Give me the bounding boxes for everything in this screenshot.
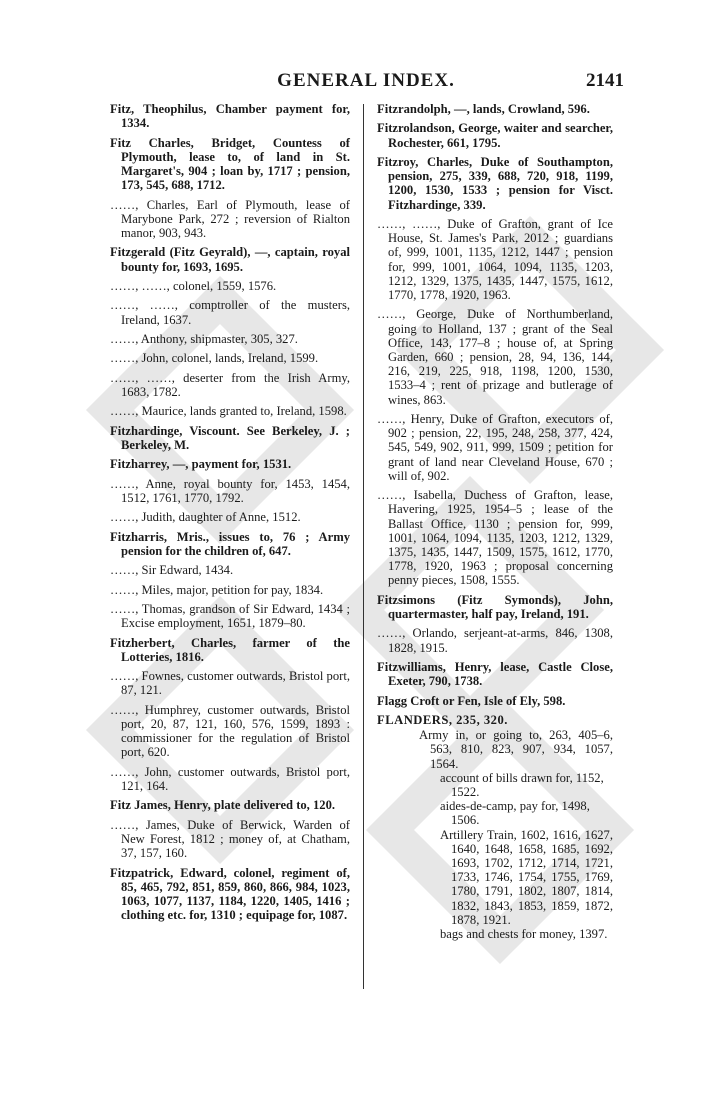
index-subentry: bags and chests for money, 1397.	[440, 927, 608, 942]
page-title: GENERAL INDEX.	[277, 70, 455, 91]
index-entry: ……, Anthony, shipmaster, 305, 327.	[110, 331, 298, 346]
index-entry: ……, ……, colonel, 1559, 1576.	[110, 278, 277, 293]
index-entry: Fitzherbert, Charles, farmer of the Lotteries, 1816.	[110, 635, 350, 664]
index-entry: ……, Judith, daughter of Anne, 1512.	[110, 510, 301, 525]
index-entry: ……, ……, comptroller of the musters, Ireland, 1637.	[110, 298, 350, 327]
index-column-left	[110, 102, 350, 928]
index-entry: ……, John, colonel, lands, Ireland, 1599.	[110, 351, 319, 366]
index-entry: Fitzpatrick, Edward, colonel, regiment of, 85, 465, 792, 851, 859, 860, 866, 984, 1023, 1063, 1077, 1137, 1184, 1220, 1405, 1416 ; clothing etc. for, 1310 ; equipage for, 1087.	[110, 865, 350, 923]
index-entry: ……, Sir Edward, 1434.	[110, 563, 234, 578]
index-entry: Fitzharris, Mris., issues to, 76 ; Army pension for the children of, 647.	[110, 529, 350, 558]
index-entry: ……, George, Duke of Northumberland, going to Holland, 137 ; grant of the Seal Office, 143, 177–8 ; house of, at Spring Garden, 660 ; pension, 28, 94, 136, 144, 216, 219, 225, 918, 1198, 1200, 1530, 1533–4 ; rent of prizage and butlerage of wines, 863.	[377, 307, 613, 407]
index-entry: Fitzharrey, —, payment for, 1531.	[110, 457, 292, 472]
index-entry: Fitz James, Henry, plate delivered to, 120.	[110, 798, 336, 813]
index-entry: ……, Humphrey, customer outwards, Bristol port, 20, 87, 121, 160, 576, 1599, 1893 : commissioner for the regulation of Bristol port, 620.	[110, 702, 350, 760]
index-subentry: Army in, or going to, 263, 405–6, 563, 810, 823, 907, 934, 1057, 1564.	[419, 728, 613, 771]
page-number: 2141	[586, 70, 624, 91]
index-entry: Fitz Charles, Bridget, Countess of Plymouth, lease to, of land in St. Margaret's, 904 ; loan by, 1717 ; pension, 173, 545, 688, 1712.	[110, 135, 350, 193]
index-entry: ……, Thomas, grandson of Sir Edward, 1434 ; Excise employment, 1651, 1879–80.	[110, 602, 350, 631]
index-entry: Fitz, Theophilus, Chamber payment for, 1334.	[110, 102, 350, 131]
index-entry: ……, James, Duke of Berwick, Warden of New Forest, 1812 ; money of, at Chatham, 37, 157, 160.	[110, 817, 350, 861]
index-heading-flanders: FLANDERS, 235, 320.	[377, 712, 508, 727]
index-entry: ……, Charles, Earl of Plymouth, lease of Marybone Park, 272 ; reversion of Rialton manor, 903, 943.	[110, 197, 350, 240]
index-entry: ……, Orlando, serjeant-at-arms, 846, 1308, 1828, 1915.	[377, 626, 613, 655]
index-entry: ……, ……, Duke of Grafton, grant of Ice House, St. James's Park, 2012 ; guardians of, 999, 1001, 1135, 1212, 1447 ; pension for, 999, 1001, 1064, 1094, 1135, 1203, 1212, 1329, 1375, 1435, 1447, 1575, 1612, 1770, 1778, 1920, 1963.	[377, 216, 613, 302]
index-entry: Flagg Croft or Fen, Isle of Ely, 598.	[377, 693, 566, 708]
index-subentry: account of bills drawn for, 1152, 1522.	[440, 770, 604, 799]
index-subentry: Artillery Train, 1602, 1616, 1627, 1640, 1648, 1658, 1685, 1692, 1693, 1702, 1712, 1714, 1721, 1733, 1746, 1754, 1755, 1769, 1780, 1791, 1802, 1807, 1814, 1832, 1843, 1853, 1859, 1872, 1878, 1921.	[440, 827, 613, 927]
index-column-right	[377, 102, 613, 941]
page-header	[110, 70, 622, 98]
index-entry: Fitzrandolph, —, lands, Crowland, 596.	[377, 102, 590, 116]
index-entry: ……, Anne, royal bounty for, 1453, 1454, 1512, 1761, 1770, 1792.	[110, 476, 350, 505]
index-entry: ……, Miles, major, petition for pay, 1834.	[110, 582, 324, 597]
index-entry: ……, John, customer outwards, Bristol port, 121, 164.	[110, 764, 350, 794]
index-entry: ……, Maurice, lands granted to, Ireland, 1598.	[110, 404, 347, 419]
index-entry: ……, Fownes, customer outwards, Bristol port, 87, 121.	[110, 669, 350, 698]
index-subentry: aides-de-camp, pay for, 1498, 1506.	[440, 799, 590, 828]
index-entry: ……, Henry, Duke of Grafton, executors of, 902 ; pension, 22, 195, 248, 258, 377, 424, 545, 549, 902, 911, 999, 1509 ; petition for grant of land near Cleveland House, 670 ; will of, 902.	[377, 412, 613, 483]
index-entry: Fitzsimons (Fitz Symonds), John, quartermaster, half pay, Ireland, 191.	[377, 592, 613, 622]
index-entry: Fitzroy, Charles, Duke of Southampton, pension, 275, 339, 688, 720, 918, 1199, 1200, 1530, 1533 ; pension for Visct. Fitzhardinge, 339.	[377, 154, 613, 212]
index-entry: Fitzgerald (Fitz Geyrald), —, captain, royal bounty for, 1693, 1695.	[110, 245, 350, 274]
index-entry: Fitzhardinge, Viscount. See Berkeley, J. ; Berkeley, M.	[110, 423, 350, 452]
index-entry: Fitzwilliams, Henry, lease, Castle Close, Exeter, 790, 1738.	[377, 660, 613, 689]
column-divider	[363, 104, 364, 989]
index-entry: ……, Isabella, Duchess of Grafton, lease, Havering, 1925, 1954–5 ; lease of the Ballast Office, 1130 ; pension for, 999, 1001, 1064, 1094, 1135, 1203, 1212, 1329, 1375, 1435, 1447, 1509, 1575, 1612, 1770, 1778, 1920, 1963 ; proposal concerning penny pieces, 1508, 1555.	[377, 488, 613, 588]
index-entry: Fitzrolandson, George, waiter and searcher, Rochester, 661, 1795.	[377, 121, 613, 150]
index-entry: ……, ……, deserter from the Irish Army, 1683, 1782.	[110, 370, 350, 399]
